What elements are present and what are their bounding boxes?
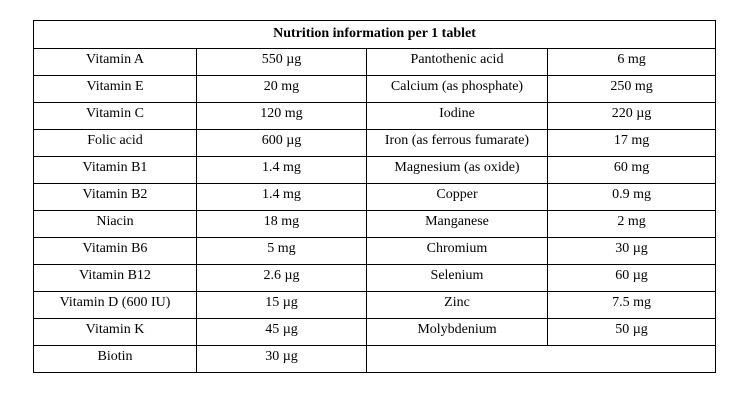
right-nutrient-name: Iodine bbox=[367, 103, 548, 130]
left-nutrient-name: Vitamin B12 bbox=[34, 265, 197, 292]
left-nutrient-name: Vitamin K bbox=[34, 319, 197, 346]
left-nutrient-name: Niacin bbox=[34, 211, 197, 238]
table-row bbox=[34, 319, 716, 346]
left-nutrient-value: 1.4 mg bbox=[197, 157, 367, 184]
right-nutrient-value: 2 mg bbox=[548, 211, 716, 238]
left-nutrient-value: 2.6 µg bbox=[197, 265, 367, 292]
right-nutrient-value: 250 mg bbox=[548, 76, 716, 103]
left-nutrient-value: 45 µg bbox=[197, 319, 367, 346]
right-nutrient-value: 220 µg bbox=[548, 103, 716, 130]
left-nutrient-value: 5 mg bbox=[197, 238, 367, 265]
empty-cell bbox=[367, 346, 716, 373]
left-nutrient-name: Vitamin B2 bbox=[34, 184, 197, 211]
right-nutrient-name: Zinc bbox=[367, 292, 548, 319]
table-row bbox=[34, 76, 716, 103]
right-nutrient-name: Copper bbox=[367, 184, 548, 211]
nutrition-table-body bbox=[34, 21, 716, 373]
right-nutrient-name: Manganese bbox=[367, 211, 548, 238]
left-nutrient-value: 1.4 mg bbox=[197, 184, 367, 211]
table-row bbox=[34, 49, 716, 76]
left-nutrient-name: Vitamin E bbox=[34, 76, 197, 103]
left-nutrient-name: Vitamin B6 bbox=[34, 238, 197, 265]
right-nutrient-value: 30 µg bbox=[548, 238, 716, 265]
right-nutrient-name: Chromium bbox=[367, 238, 548, 265]
left-nutrient-value: 18 mg bbox=[197, 211, 367, 238]
left-nutrient-name: Vitamin D (600 IU) bbox=[34, 292, 197, 319]
left-nutrient-value: 15 µg bbox=[197, 292, 367, 319]
right-nutrient-name: Magnesium (as oxide) bbox=[367, 157, 548, 184]
right-nutrient-value: 50 µg bbox=[548, 319, 716, 346]
table-title-row bbox=[34, 21, 716, 49]
right-nutrient-value: 0.9 mg bbox=[548, 184, 716, 211]
left-nutrient-value: 550 µg bbox=[197, 49, 367, 76]
right-nutrient-name: Pantothenic acid bbox=[367, 49, 548, 76]
table-row bbox=[34, 346, 716, 373]
left-nutrient-name: Vitamin C bbox=[34, 103, 197, 130]
left-nutrient-value: 120 mg bbox=[197, 103, 367, 130]
table-row bbox=[34, 292, 716, 319]
table-row bbox=[34, 184, 716, 211]
left-nutrient-value: 20 mg bbox=[197, 76, 367, 103]
right-nutrient-value: 60 mg bbox=[548, 157, 716, 184]
table-row bbox=[34, 211, 716, 238]
left-nutrient-name: Biotin bbox=[34, 346, 197, 373]
right-nutrient-value: 7.5 mg bbox=[548, 292, 716, 319]
right-nutrient-name: Molybdenium bbox=[367, 319, 548, 346]
table-row bbox=[34, 265, 716, 292]
left-nutrient-name: Folic acid bbox=[34, 130, 197, 157]
left-nutrient-name: Vitamin A bbox=[34, 49, 197, 76]
table-row bbox=[34, 103, 716, 130]
nutrition-table bbox=[33, 20, 716, 373]
right-nutrient-value: 17 mg bbox=[548, 130, 716, 157]
table-title: Nutrition information per 1 tablet bbox=[34, 21, 716, 49]
table-row bbox=[34, 130, 716, 157]
right-nutrient-name: Calcium (as phosphate) bbox=[367, 76, 548, 103]
right-nutrient-name: Selenium bbox=[367, 265, 548, 292]
left-nutrient-value: 30 µg bbox=[197, 346, 367, 373]
left-nutrient-name: Vitamin B1 bbox=[34, 157, 197, 184]
left-nutrient-value: 600 µg bbox=[197, 130, 367, 157]
right-nutrient-value: 60 µg bbox=[548, 265, 716, 292]
right-nutrient-name: Iron (as ferrous fumarate) bbox=[367, 130, 548, 157]
table-row bbox=[34, 238, 716, 265]
right-nutrient-value: 6 mg bbox=[548, 49, 716, 76]
table-row bbox=[34, 157, 716, 184]
